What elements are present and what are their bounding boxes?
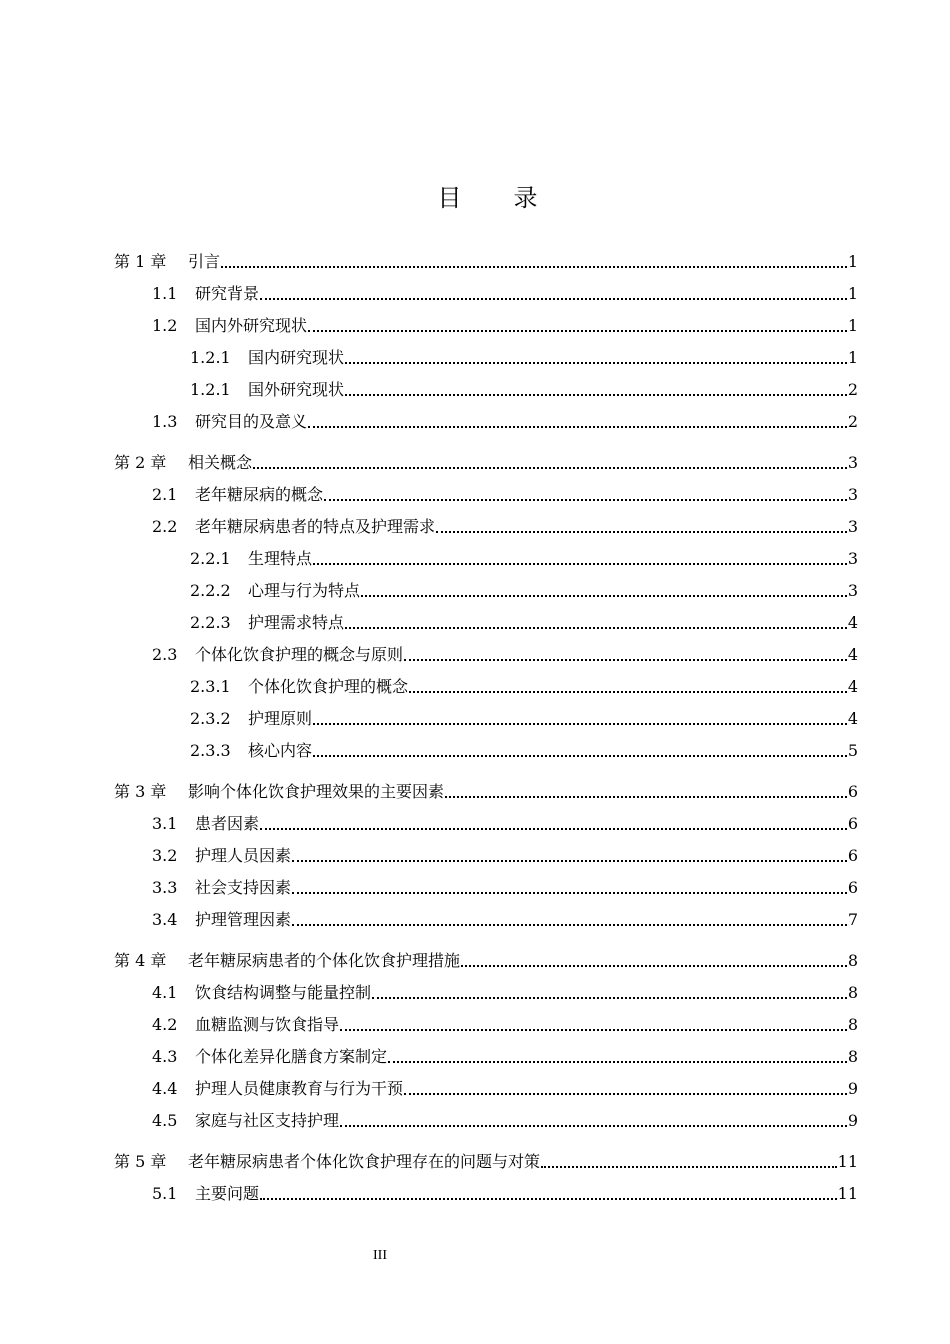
toc-leader-dots — [404, 1093, 847, 1095]
toc-entry[interactable] — [152, 511, 858, 537]
page-number-footer: III — [373, 1248, 387, 1263]
toc-entry-page: 8 — [847, 1015, 858, 1034]
toc-entry-title: 老年糖尿病患者个体化饮食护理存在的问题与对策 — [188, 1152, 541, 1171]
toc-entry-number: 2.3.2 — [190, 709, 231, 728]
toc-entry-title: 主要问题 — [195, 1184, 260, 1203]
toc-entry-page: 3 — [847, 453, 858, 472]
toc-entry[interactable] — [152, 479, 858, 505]
toc-leader-dots — [313, 563, 847, 565]
toc-entry-number: 3.4 — [152, 910, 178, 929]
toc-entry-title: 国外研究现状 — [248, 380, 345, 399]
toc-entry-number: 1.1 — [152, 284, 178, 303]
toc-entry[interactable] — [152, 904, 858, 930]
toc-entry-page: 2 — [847, 380, 858, 399]
toc-entry-title: 核心内容 — [248, 741, 313, 760]
toc-entry-page: 5 — [847, 741, 858, 760]
toc-entry-title: 个体化饮食护理的概念 — [248, 677, 409, 696]
toc-entry-title: 患者因素 — [195, 814, 260, 833]
toc-entry-number: 第 5 章 — [114, 1152, 167, 1171]
toc-leader-dots — [345, 394, 847, 396]
toc-entry-title: 老年糖尿病患者的特点及护理需求 — [195, 517, 436, 536]
toc-leader-dots — [292, 892, 847, 894]
toc-entry-page: 11 — [837, 1184, 858, 1203]
toc-entry-title: 心理与行为特点 — [248, 581, 361, 600]
toc-leader-dots — [260, 298, 847, 300]
toc-leader-dots — [260, 1198, 837, 1200]
title-char-2: 录 — [513, 184, 538, 212]
toc-entry[interactable] — [190, 543, 858, 569]
toc-entry-number: 第 4 章 — [114, 951, 167, 970]
toc-entry-page: 1 — [847, 316, 858, 335]
toc-entry-page: 8 — [847, 951, 858, 970]
toc-entry-page: 4 — [847, 709, 858, 728]
toc-leader-dots — [445, 796, 847, 798]
toc-entry[interactable] — [114, 246, 858, 272]
toc-entry-title: 个体化差异化膳食方案制定 — [195, 1047, 388, 1066]
page-title — [0, 178, 950, 213]
toc-entry-number: 2.2.3 — [190, 613, 231, 632]
toc-entry[interactable] — [152, 1041, 858, 1067]
toc-entry[interactable] — [152, 840, 858, 866]
toc-entry-number: 5.1 — [152, 1184, 178, 1203]
toc-entry-page: 6 — [847, 878, 858, 897]
toc-entry[interactable] — [114, 1146, 858, 1172]
toc-entry-page: 9 — [847, 1111, 858, 1130]
toc-entry-title: 饮食结构调整与能量控制 — [195, 983, 372, 1002]
toc-entry-number: 4.1 — [152, 983, 178, 1002]
toc-leader-dots — [221, 266, 847, 268]
toc-entry-number: 第 3 章 — [114, 782, 167, 801]
toc-entry-number: 1.2.1 — [190, 348, 231, 367]
toc-leader-dots — [372, 997, 847, 999]
toc-entry-page: 7 — [847, 910, 858, 929]
toc-entry-page: 3 — [847, 549, 858, 568]
toc-entry-title: 研究背景 — [195, 284, 260, 303]
toc-entry-number: 2.3.3 — [190, 741, 231, 760]
toc-entry-number: 2.3.1 — [190, 677, 231, 696]
toc-entry-number: 1.2.1 — [190, 380, 231, 399]
toc-entry-number: 3.1 — [152, 814, 178, 833]
toc-entry-page: 4 — [847, 613, 858, 632]
toc-entry-title: 生理特点 — [248, 549, 313, 568]
toc-entry-page: 3 — [847, 485, 858, 504]
toc-entry-title: 国内研究现状 — [248, 348, 345, 367]
toc-entry-title: 社会支持因素 — [195, 878, 292, 897]
toc-entry[interactable] — [152, 872, 858, 898]
toc-entry-page: 2 — [847, 412, 858, 431]
toc-leader-dots — [361, 595, 847, 597]
toc-entry-page: 9 — [847, 1079, 858, 1098]
toc-leader-dots — [340, 1125, 847, 1127]
toc-entry-page: 8 — [847, 1047, 858, 1066]
toc-leader-dots — [345, 362, 847, 364]
toc-entry-page: 6 — [847, 846, 858, 865]
toc-entry-title: 引言 — [188, 252, 221, 271]
toc-entry[interactable] — [152, 406, 858, 432]
toc-entry[interactable] — [152, 1073, 858, 1099]
toc-entry-number: 1.3 — [152, 412, 178, 431]
toc-entry-page: 3 — [847, 581, 858, 600]
toc-leader-dots — [308, 426, 847, 428]
toc-entry-number: 3.2 — [152, 846, 178, 865]
toc-entry-number: 3.3 — [152, 878, 178, 897]
toc-leader-dots — [345, 627, 847, 629]
toc-entry[interactable] — [152, 1105, 858, 1131]
toc-entry-number: 4.2 — [152, 1015, 178, 1034]
toc-entry-page: 1 — [847, 348, 858, 367]
toc-entry-page: 1 — [847, 252, 858, 271]
toc-entry-number: 第 1 章 — [114, 252, 167, 271]
toc-entry-number: 2.1 — [152, 485, 178, 504]
toc-entry-number: 2.2.1 — [190, 549, 231, 568]
toc-entry-title: 护理人员健康教育与行为干预 — [195, 1079, 404, 1098]
toc-entry-title: 相关概念 — [188, 453, 253, 472]
toc-entry[interactable] — [114, 945, 858, 971]
toc-entry-title: 影响个体化饮食护理效果的主要因素 — [188, 782, 445, 801]
toc-entry[interactable] — [152, 977, 858, 1003]
toc-leader-dots — [340, 1029, 847, 1031]
toc-entry-number: 4.5 — [152, 1111, 178, 1130]
toc-leader-dots — [324, 499, 847, 501]
toc-leader-dots — [541, 1166, 837, 1168]
toc-leader-dots — [461, 965, 847, 967]
toc-leader-dots — [292, 860, 847, 862]
toc-leader-dots — [404, 659, 847, 661]
toc-entry-page: 4 — [847, 645, 858, 664]
toc-entry[interactable] — [190, 342, 858, 368]
toc-entry-page: 4 — [847, 677, 858, 696]
toc-entry[interactable] — [190, 374, 858, 400]
toc-entry-number: 2.3 — [152, 645, 178, 664]
toc-entry-number: 1.2 — [152, 316, 178, 335]
toc-entry-number: 第 2 章 — [114, 453, 167, 472]
toc-entry[interactable] — [152, 1178, 858, 1204]
toc-entry[interactable] — [190, 575, 858, 601]
toc-entry-page: 3 — [847, 517, 858, 536]
toc-entry-title: 研究目的及意义 — [195, 412, 308, 431]
toc-leader-dots — [308, 330, 847, 332]
toc-entry-title: 家庭与社区支持护理 — [195, 1111, 340, 1130]
toc-leader-dots — [313, 755, 847, 757]
toc-entry[interactable] — [190, 671, 858, 697]
toc-leader-dots — [253, 467, 847, 469]
title-char-1: 目 — [437, 184, 462, 212]
toc-entry-page: 6 — [847, 782, 858, 801]
toc-leader-dots — [292, 924, 847, 926]
toc-entry-title: 个体化饮食护理的概念与原则 — [195, 645, 404, 664]
toc-entry-title: 国内外研究现状 — [195, 316, 308, 335]
toc-entry[interactable] — [114, 776, 858, 802]
toc-entry-page: 11 — [837, 1152, 858, 1171]
toc-entry[interactable] — [152, 808, 858, 834]
toc-leader-dots — [409, 691, 847, 693]
toc-entry-title: 老年糖尿病患者的个体化饮食护理措施 — [188, 951, 461, 970]
toc-leader-dots — [260, 828, 847, 830]
toc-entry[interactable] — [190, 607, 858, 633]
toc-entry-page: 1 — [847, 284, 858, 303]
toc-entry[interactable] — [152, 639, 858, 665]
toc-entry-title: 老年糖尿病的概念 — [195, 485, 324, 504]
toc-entry-number: 4.3 — [152, 1047, 178, 1066]
toc-leader-dots — [388, 1061, 847, 1063]
toc-entry-title: 血糖监测与饮食指导 — [195, 1015, 340, 1034]
toc-entry-title: 护理原则 — [248, 709, 313, 728]
toc-entry[interactable] — [190, 703, 858, 729]
toc-leader-dots — [313, 723, 847, 725]
toc-entry-number: 4.4 — [152, 1079, 178, 1098]
toc-entry-number: 2.2 — [152, 517, 178, 536]
toc-entry[interactable] — [152, 278, 858, 304]
toc-entry-title: 护理人员因素 — [195, 846, 292, 865]
toc-entry-title: 护理需求特点 — [248, 613, 345, 632]
toc-entry[interactable] — [152, 310, 858, 336]
toc-entry-title: 护理管理因素 — [195, 910, 292, 929]
toc-entry-number: 2.2.2 — [190, 581, 231, 600]
toc-entry[interactable] — [152, 1009, 858, 1035]
toc-entry-page: 6 — [847, 814, 858, 833]
toc-entry[interactable] — [190, 735, 858, 761]
toc-leader-dots — [436, 531, 847, 533]
toc-entry-page: 8 — [847, 983, 858, 1002]
toc-entry[interactable] — [114, 447, 858, 473]
